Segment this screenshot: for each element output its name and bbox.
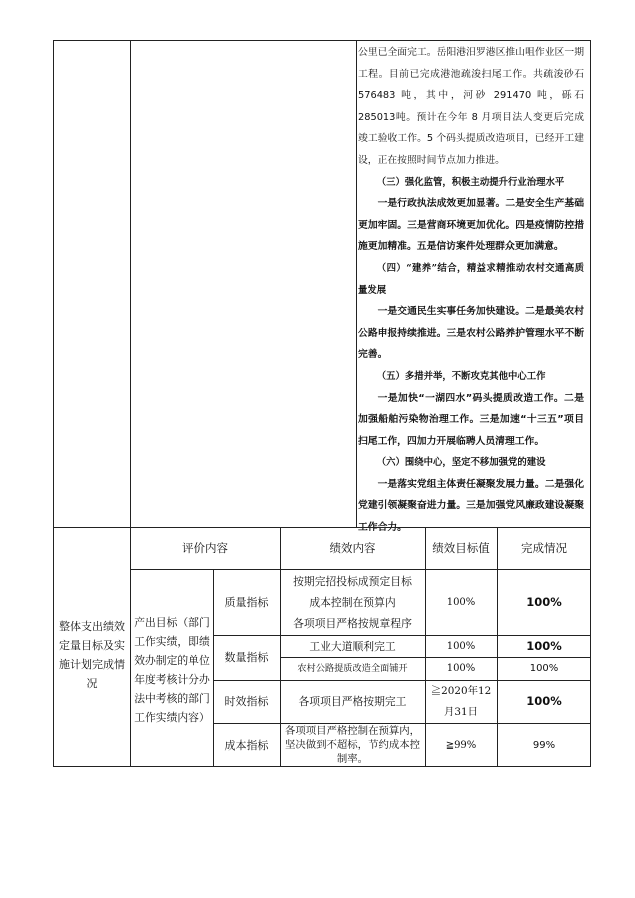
cost-target: ≧99% xyxy=(445,739,477,751)
quantity-item-2: 农村公路提质改造全面铺开 xyxy=(297,663,408,674)
cost-indicator-label: 成本指标 xyxy=(224,738,269,752)
quantity-status-2: 100% xyxy=(529,663,559,674)
header-evaluation-content: 评价内容 xyxy=(182,540,228,555)
quality-item-2: 成本控制在预算内 xyxy=(309,595,396,609)
header-completion-status: 完成情况 xyxy=(521,540,567,555)
quality-target: 100% xyxy=(446,596,476,608)
quality-item-1: 按期完招投标成预定目标 xyxy=(293,574,412,588)
top-divider-2 xyxy=(356,40,357,528)
timeliness-content: 各项项目严格按期完工 xyxy=(298,695,407,708)
quality-indicator-label: 质量指标 xyxy=(224,595,269,609)
output-goal-label: 产出目标（部门工作实绩，即绩效办制定的单位年度考核计分办法中考核的部门工作实绩内容） xyxy=(134,616,210,724)
header-performance-target: 绩效目标值 xyxy=(432,540,490,555)
quantity-target-2: 100% xyxy=(446,663,476,674)
top-divider-1 xyxy=(130,40,131,528)
timeliness-indicator-label: 时效指标 xyxy=(224,695,269,708)
header-performance-content: 绩效内容 xyxy=(329,540,376,555)
cost-status: 99% xyxy=(532,739,556,751)
quantity-item-1: 工业大道顺利完工 xyxy=(309,639,396,653)
continuation-text xyxy=(358,42,584,539)
timeliness-target: ≧2020年12月31日 xyxy=(430,684,492,718)
section-4-body: 一是交通民生实事任务加快建设。二是最美农村公路申报持续推进。三是农村公路养护管理水平不断完善。 xyxy=(358,306,584,361)
timeliness-status: 100% xyxy=(526,694,562,708)
quantity-status-1: 100% xyxy=(526,638,562,653)
cost-content: 各项项目严格控制在预算内，坚决做到不超标，节约成本控制率。 xyxy=(284,725,421,765)
quality-item-3: 各项项目严格按规章程序 xyxy=(293,616,412,630)
paragraph-project-progress: 公里已全面完工。岳阳港汨罗港区推山咀作业区一期工程。目前已完成港池疏浚扫尾工作。共疏浚砂石576483 吨，其中，河砂 291470 吨，砾石 285013吨。预计在今年 8 月项目法人变更后完成竣工验收工作。5 个码头提质改造项目，已经开工建设，正在按照时间节点加力推进。 xyxy=(358,47,584,166)
table-row-label: 整体支出绩效定量目标及实施计划完成情况 xyxy=(59,620,125,690)
section-5-body: 一是加快“一湖四水”码头提质改造工作。二是加强船舶污染物治理工作。三是加速“十三五”项目扫尾工作，四加力开展临聘人员清理工作。 xyxy=(358,392,584,447)
section-5-title: （五）多措并举，不断攻克其他中心工作 xyxy=(376,370,546,382)
section-3-title: （三）强化监管，积极主动提升行业治理水平 xyxy=(376,176,565,188)
section-3-body: 一是行政执法成效更加显著。二是安全生产基础更加牢固。三是营商环境更加优化。四是疫情防控措施更加精准。五是信访案件处理群众更加满意。 xyxy=(358,198,584,253)
section-6-title: （六）围绕中心，坚定不移加强党的建设 xyxy=(376,457,546,469)
quantity-target-1: 100% xyxy=(446,640,476,652)
quantity-indicator-label: 数量指标 xyxy=(224,651,269,664)
quality-status: 100% xyxy=(526,594,562,609)
section-4-title: （四）“建养”结合，精益求精推动农村交通高质量发展 xyxy=(358,262,584,296)
section-6-body: 一是落实党组主体责任凝聚发展力量。二是强化党建引领凝聚奋进力量。三是加强党风廉政建设凝聚工作合力。 xyxy=(358,478,584,534)
